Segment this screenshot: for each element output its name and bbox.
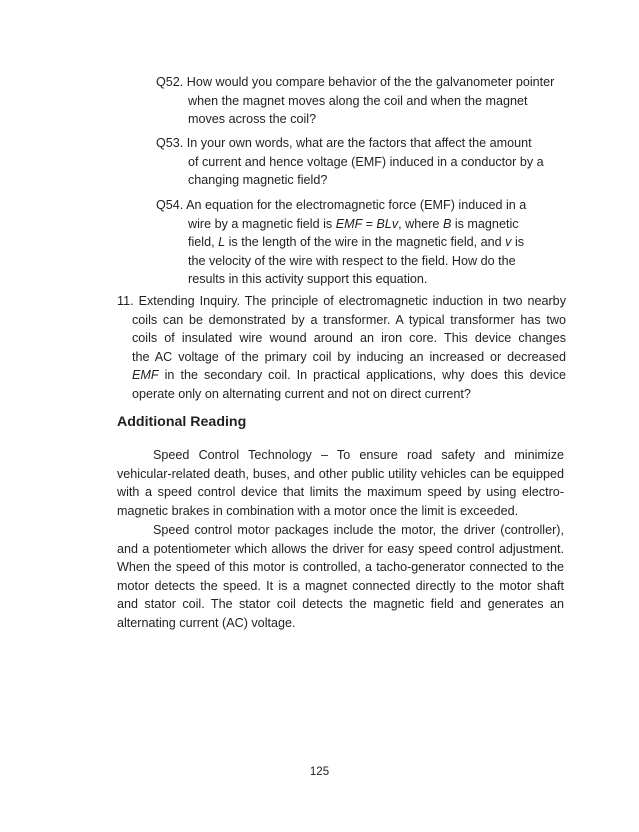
equation: EMF = BLv (335, 216, 399, 231)
page-number: 125 (309, 766, 330, 778)
paragraph-line: with a speed control device that limits the maximum speed by using electro- (117, 485, 564, 500)
question-line: Q53. In your own words, what are the factors that affect the amount (156, 136, 532, 150)
question-q54 (156, 196, 566, 289)
question-q53 (156, 134, 566, 190)
text-run: in the secondary coil. In practical applications, why does this device (158, 368, 566, 383)
question-line: moves across the coil? (188, 112, 317, 127)
item-line: 11. Extending Inquiry. The principle of electromagnetic induction in two nearby (117, 294, 566, 308)
item-line: operate only on alternating current and not on direct current? (132, 386, 471, 401)
paragraph-motor-packages (117, 521, 564, 633)
question-q52 (156, 73, 566, 129)
text-run: , where (398, 216, 443, 231)
item-line: coils of insulated wire wound around an iron core. This device changes (132, 331, 566, 346)
item-line: coils can be demonstrated by a transformer. A typical transformer has two (132, 312, 566, 327)
paragraph-line: alternating current (AC) voltage. (117, 615, 296, 630)
paragraph-line: Speed control motor packages include the motor, the driver (controller), (153, 523, 564, 537)
question-line: the velocity of the wire with respect to the field. How do the (188, 253, 516, 268)
text-run: wire by a magnetic field is (188, 216, 336, 231)
paragraph-line: vehicular-related death, buses, and other public utility vehicles can be equipped (117, 466, 564, 481)
question-line: of current and hence voltage (EMF) induced in a conductor by a (188, 154, 544, 169)
question-line: Q52. How would you compare behavior of the the galvanometer pointer (156, 75, 555, 89)
question-line: when the magnet moves along the coil and when the magnet (188, 93, 528, 108)
emf-term: EMF (132, 368, 159, 383)
paragraph-line: motor detects the speed. It is a magnet connected directly to the motor shaft (117, 578, 564, 593)
paragraph-line: magnetic brakes in combination with a motor once the limit is exceeded. (117, 503, 519, 518)
paragraph-speed-control (117, 446, 564, 520)
text-run: is the length of the wire in the magnetic field, and (225, 235, 506, 250)
paragraph-line: Speed Control Technology – To ensure road safety and minimize (153, 448, 564, 462)
item-11-extending-inquiry (117, 292, 566, 404)
item-line (117, 366, 566, 385)
question-line: results in this activity support this equation. (188, 272, 428, 287)
paragraph-line: and stator coil. The stator coil detects the magnetic field and generates an (117, 597, 564, 612)
variable-v: v (505, 235, 512, 250)
variable-b: B (442, 216, 452, 231)
question-line: Q54. An equation for the electromagnetic force (EMF) induced in a (156, 198, 527, 212)
question-line (156, 233, 566, 252)
question-line: changing magnetic field? (188, 173, 328, 188)
question-line (156, 215, 566, 234)
paragraph-line: and a potentiometer which allows the driver for easy speed control adjustment. (117, 541, 564, 556)
item-line: the AC voltage of the primary coil by inducing an increased or decreased (132, 349, 566, 364)
section-heading: Additional Reading (117, 414, 247, 430)
paragraph-line: When the speed of this motor is controlled, a tacho-generator connected to the (117, 560, 564, 575)
variable-l: L (218, 235, 226, 250)
text-run: is (511, 235, 525, 250)
text-run: field, (188, 235, 219, 250)
text-run: is magnetic (451, 216, 519, 231)
